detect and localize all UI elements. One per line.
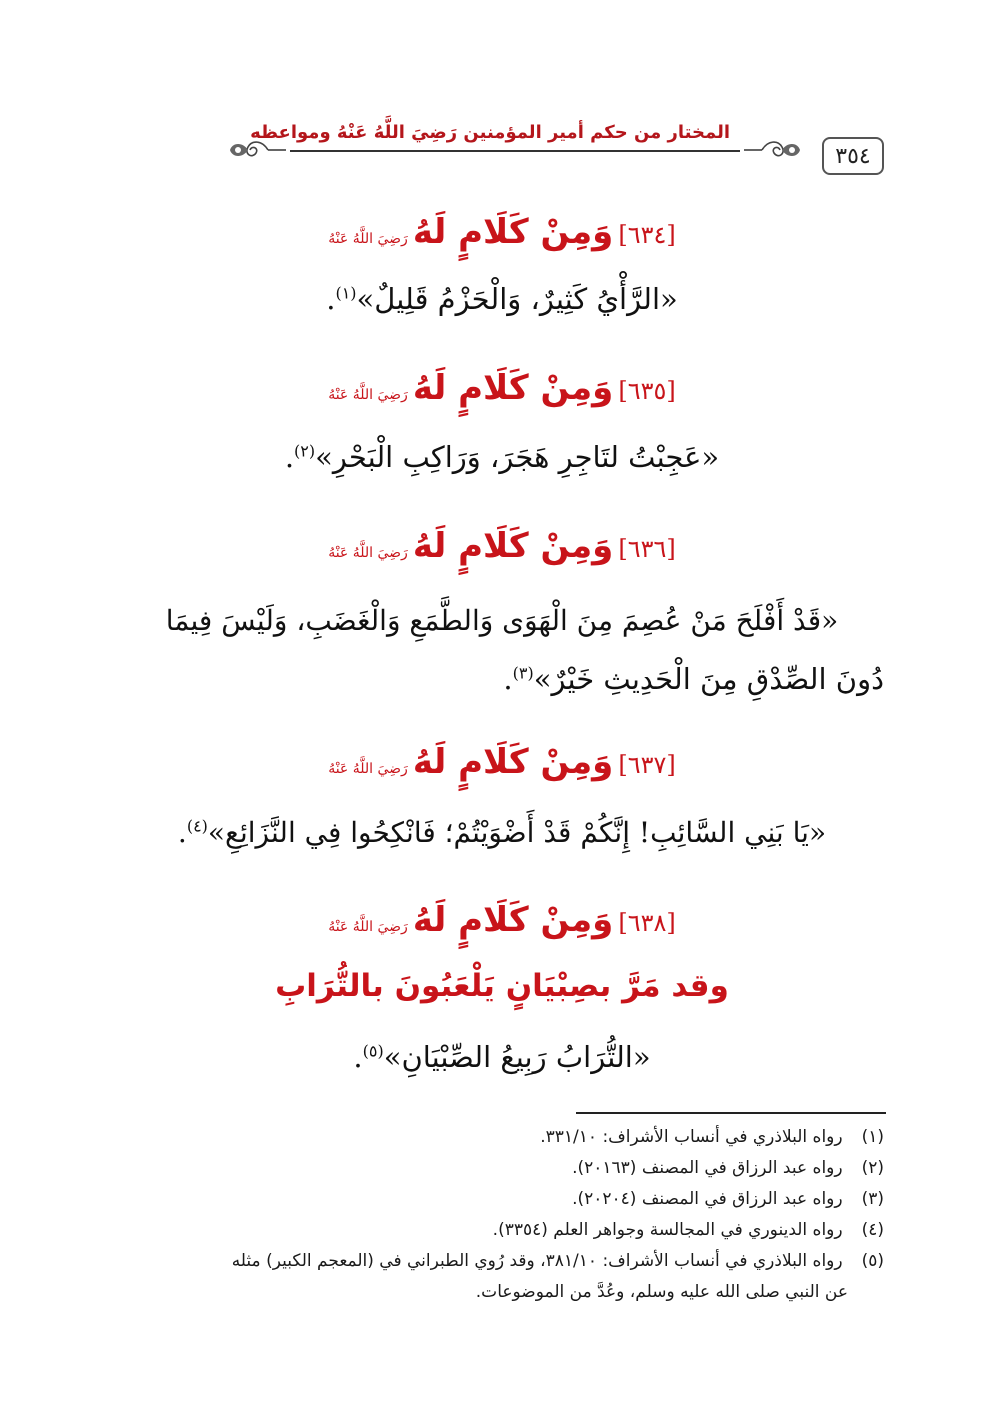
footnote-text: رواه عبد الرزاق في المصنف (٢٠٢٠٤).: [572, 1189, 843, 1209]
header-rule: [290, 150, 740, 152]
footnote-1: [104, 1122, 884, 1153]
footnote-5: [104, 1246, 884, 1277]
end-mark: .: [326, 282, 336, 316]
quote-638: [0, 1040, 1004, 1074]
quote-634: [0, 282, 1004, 316]
quote-635: [0, 440, 1004, 474]
quote-line: دُونَ الصِّدْقِ مِنَ الْحَدِيثِ خَيْرٌ»: [533, 662, 884, 696]
section-number: [٦٣٨]: [618, 909, 676, 937]
footnote-number: (٤): [861, 1220, 884, 1240]
quote-line: «التُّرَابُ رَبِيعُ الصِّبْيَانِ»: [383, 1040, 651, 1074]
quote-line: «قَدْ أَفْلَحَ مَنْ عُصِمَ مِنَ الْهَوَى وَالطَّمَعِ وَالْغَضَبِ، وَلَيْسَ فِيمَا: [165, 604, 839, 637]
footnote-number: (٣): [861, 1189, 884, 1209]
footnote-3: [104, 1184, 884, 1215]
footnote-ref: (١): [335, 283, 357, 303]
page-number: ٣٥٤: [822, 137, 884, 175]
section-lead: وَمِنْ كَلَامٍ لَهُ: [412, 368, 614, 408]
section-lead: وَمِنْ كَلَامٍ لَهُ: [412, 526, 614, 566]
footnote-ref: (٣): [512, 663, 534, 683]
section-lead: وَمِنْ كَلَامٍ لَهُ: [412, 742, 614, 782]
quote-637: [0, 816, 1004, 849]
footnote-text: عن النبي صلى الله عليه وسلم، وعُدَّ من الموضوعات.: [475, 1282, 848, 1302]
section-heading-635: [0, 368, 1004, 408]
footnote-text: رواه البلاذري في أنساب الأشراف: ٣٨١/١٠، وقد رُوي الطبراني في (المعجم الكبير) مثله: [231, 1251, 843, 1271]
footnote-text: رواه عبد الرزاق في المصنف (٢٠١٦٣).: [572, 1158, 843, 1178]
end-mark: .: [353, 1040, 363, 1074]
quote-636-line-2: [503, 662, 884, 696]
honorific: رَضِيَ اللَّهُ عَنْهُ: [328, 919, 408, 935]
quote-line: «الرَّأْيُ كَثِيرٌ، وَالْحَزْمُ قَلِيلٌ»: [356, 282, 678, 316]
running-title: المختار من حكم أمير المؤمنين رَضِيَ اللَّهُ عَنْهُ ومواعظه: [250, 122, 730, 143]
honorific: رَضِيَ اللَّهُ عَنْهُ: [328, 231, 408, 247]
honorific: رَضِيَ اللَّهُ عَنْهُ: [328, 387, 408, 403]
ornament-right-icon: [742, 135, 804, 165]
footnote-number: (٥): [861, 1251, 884, 1271]
section-number: [٦٣٥]: [618, 377, 676, 405]
quote-line: «يَا بَنِي السَّائِبِ! إِنَّكُمْ قَدْ أَضْوَيْتُمْ؛ فَانْكِحُوا فِي النَّزَائِعِ»: [207, 816, 827, 849]
ornament-left-icon: [226, 135, 288, 165]
footnote-2: [104, 1153, 884, 1184]
footnote-number: (١): [861, 1127, 884, 1147]
honorific: رَضِيَ اللَّهُ عَنْهُ: [328, 761, 408, 777]
page-header: [0, 0, 1004, 190]
footnotes: [104, 1122, 884, 1308]
section-lead: وَمِنْ كَلَامٍ لَهُ: [412, 212, 614, 252]
section-heading-636: [0, 526, 1004, 566]
footnote-4: [104, 1215, 884, 1246]
footnote-rule: [576, 1112, 886, 1114]
end-mark: .: [503, 662, 513, 696]
quote-line: «عَجِبْتُ لتَاجِرِ هَجَرَ، وَرَاكِبِ الْبَحْرِ»: [315, 440, 720, 474]
section-number: [٦٣٤]: [618, 221, 676, 249]
honorific: رَضِيَ اللَّهُ عَنْهُ: [328, 545, 408, 561]
quote-636-line-1: [0, 604, 1004, 637]
footnote-text: رواه الدينوري في المجالسة وجواهر العلم (٣٣٥٤).: [492, 1220, 843, 1240]
footnote-number: (٢): [861, 1158, 884, 1178]
end-mark: .: [284, 440, 295, 474]
section-lead: وَمِنْ كَلَامٍ لَهُ: [412, 900, 614, 940]
section-number: [٦٣٦]: [618, 535, 676, 563]
section-heading-637: [0, 742, 1004, 782]
end-mark: .: [177, 816, 187, 849]
section-subheading-638: وقد مَرَّ بصِبْيَانٍ يَلْعَبُونَ بالتُّرَابِ: [275, 968, 729, 1004]
footnote-ref: (٢): [294, 441, 316, 461]
footnote-ref: (٤): [186, 816, 208, 836]
footnote-ref: (٥): [362, 1041, 384, 1061]
footnote-text: رواه البلاذري في أنساب الأشراف: ٣٣١/١٠.: [540, 1127, 843, 1147]
section-number: [٦٣٧]: [618, 751, 676, 779]
footnote-5-continuation: [104, 1277, 884, 1308]
section-heading-638: [0, 900, 1004, 940]
section-heading-634: [0, 212, 1004, 252]
